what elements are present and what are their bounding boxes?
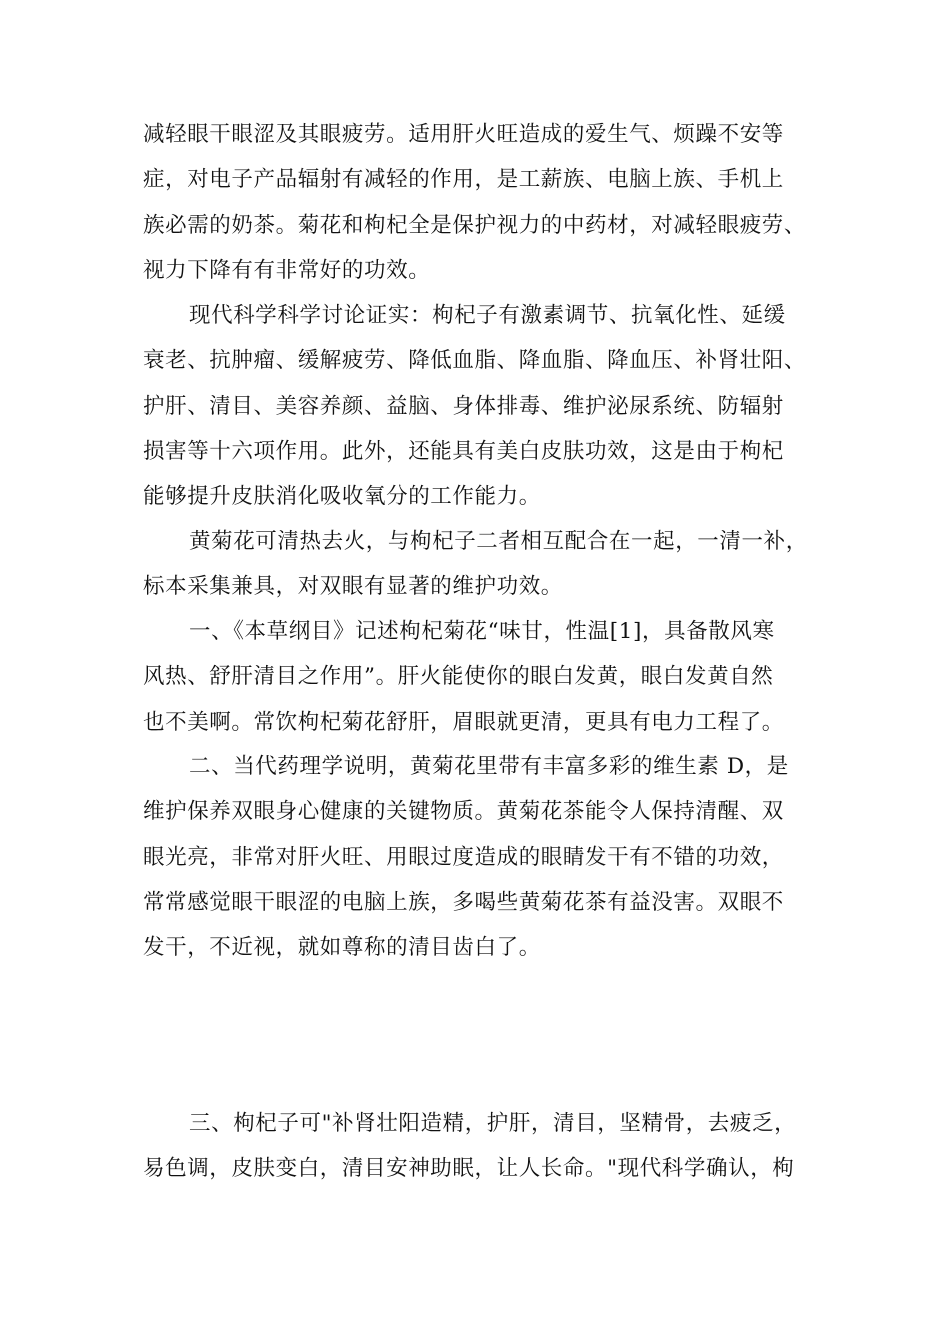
paragraph-4 [143, 609, 784, 745]
text-line: 现代科学科学讨论证实：枸杞子有激素调节、抗氧化性、延缓 [189, 303, 786, 328]
text-line: 视力下降有有非常好的功效。 [143, 257, 431, 283]
text-line: 一、《本草纲目》记述枸杞菊花“味甘，性温[1]，具备散风寒 [189, 619, 775, 644]
text-line: 损害等十六项作用。此外，还能具有美白皮肤功效，这是由于枸杞 [143, 438, 784, 464]
text-line: 常常感觉眼干眼涩的电脑上族，多喝些黄菊花茶有益没害。双眼不 [143, 889, 784, 915]
paragraph-5 [143, 744, 789, 970]
text-line: 衰老、抗肿瘤、缓解疲劳、降低血脂、降血脂、降血压、补肾壮阳、 [143, 348, 807, 374]
text-line: 易色调，皮肤变白，清目安神助眠，让人长命。"现代科学确认，枸 [143, 1156, 795, 1182]
text-line: 黄菊花可清热去火，与枸杞子二者相互配合在一起，一清一补， [189, 529, 808, 554]
paragraph-2 [143, 293, 806, 519]
paragraph-3 [143, 519, 808, 610]
text-line: 症，对电子产品辐射有减轻的作用，是工薪族、电脑上族、手机上 [143, 167, 784, 193]
paragraph-1 [143, 112, 806, 293]
text-line: 也不美啊。常饮枸杞菊花舒肝，眉眼就更清，更具有电力工程了。 [143, 709, 784, 735]
text-line: 眼光亮，非常对肝火旺、用眼过度造成的眼睛发干有不错的功效， [143, 844, 784, 870]
text-line: 族必需的奶茶。菊花和枸杞全是保护视力的中药材，对减轻眼疲劳、 [143, 212, 807, 238]
text-line: 能够提升皮肤消化吸收氧分的工作能力。 [143, 484, 541, 510]
text-line: 风热、舒肝清目之作用”。肝火能使你的眼白发黄，眼白发黄自然 [143, 664, 774, 690]
text-line: 标本采集兼具，对双眼有显著的维护功效。 [143, 574, 563, 600]
text-line: 三、枸杞子可"补肾壮阳造精，护肝，清目，坚精骨，去疲乏， [189, 1111, 797, 1136]
text-line: 减轻眼干眼涩及其眼疲劳。适用肝火旺造成的爱生气、烦躁不安等 [143, 122, 784, 147]
text-line: 维护保养双眼身心健康的关键物质。黄菊花茶能令人保持清醒、双 [143, 799, 784, 825]
text-line: 发干，不近视，就如尊称的清目齿白了。 [143, 935, 541, 961]
text-line: 二、当代药理学说明，黄菊花里带有丰富多彩的维生素 D，是 [189, 754, 789, 779]
paragraph-6 [143, 1101, 796, 1192]
text-line: 护肝、清目、美容养颜、益脑、身体排毒、维护泌尿系统、防辐射 [143, 393, 784, 419]
